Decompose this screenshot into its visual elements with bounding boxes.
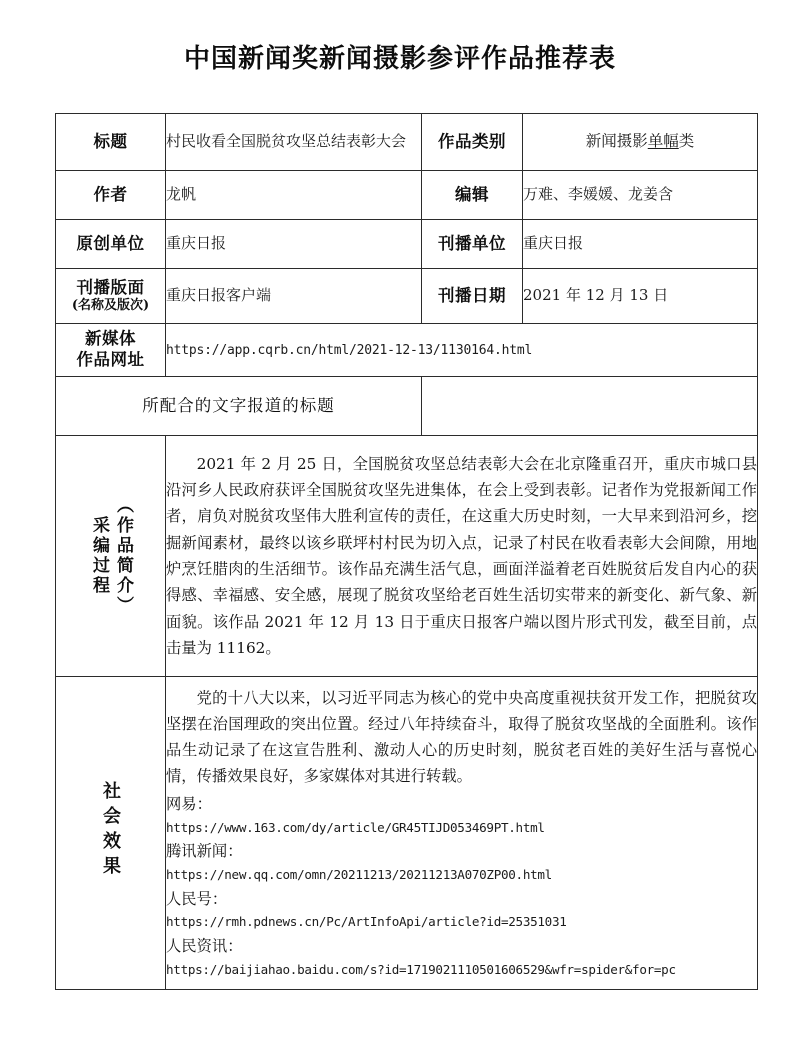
label-social-effect-vertical xyxy=(56,677,166,990)
link-source-name: 网易： xyxy=(166,794,212,813)
work-category-prefix: 新闻摄影 xyxy=(585,132,648,151)
value-publish-layout: 重庆日报客户端 xyxy=(166,269,422,324)
link-source-name: 人民资讯： xyxy=(166,937,243,956)
work-category-suffix: 类 xyxy=(678,132,695,151)
table-row-original-unit xyxy=(56,220,758,269)
table-row-companion-title xyxy=(56,377,758,436)
new-media-label-line2: 作品网址 xyxy=(76,350,145,369)
process-vertical-left: 采编过程 xyxy=(89,516,109,596)
process-vertical-right: （作品简介） xyxy=(112,496,133,616)
publish-layout-label-sub: (名称及版次) xyxy=(71,298,150,314)
value-author: 龙帆 xyxy=(166,171,422,220)
table-row-new-media-url xyxy=(56,324,758,377)
page-title: 中国新闻奖新闻摄影参评作品推荐表 xyxy=(183,44,616,74)
form-table xyxy=(55,113,758,990)
process-vertical-stack xyxy=(56,436,165,676)
label-original-unit: 原创单位 xyxy=(56,220,166,269)
value-process xyxy=(166,436,758,677)
label-new-media-url xyxy=(56,324,166,377)
table-row-author xyxy=(56,171,758,220)
recommendation-form xyxy=(55,113,757,990)
value-editor: 万难、李媛媛、龙姜含 xyxy=(523,171,758,220)
label-author: 作者 xyxy=(56,171,166,220)
value-publish-date: 2021 年 12 月 13 日 xyxy=(523,269,758,324)
label-publish-layout xyxy=(56,269,166,324)
process-paragraph: 2021 年 2 月 25 日，全国脱贫攻坚总结表彰大会在北京隆重召开，重庆市城口县沿河乡人民政府获评全国脱贫攻坚先进集体，在会上受到表彰。记者作为党报新闻工作者，肩负对脱贫攻坚伟大胜利宣传的责任，在这重大历史时刻，一大早来到沿河乡，挖掘新闻素材，最终以该乡联坪村村民为切入点，记录了村民在收看表彰大会间隙，用地炉烹饪腊肉的生活细节。该作品充满生活气息，画面洋溢着老百姓脱贫后发自内心的获得感、幸福感、安全感，展现了脱贫攻坚给老百姓生活切实带来的新变化、新气象、新面貌。该作品 2021 年 12 月 13 日于重庆日报客户端以图片形式刊发，截至目前，点击量为 11162。 xyxy=(166,454,757,657)
value-publishing-unit: 重庆日报 xyxy=(523,220,758,269)
work-category-underlined: 单幅 xyxy=(647,132,679,151)
label-publish-date: 刊播日期 xyxy=(422,269,523,324)
link-url[interactable]: https://new.qq.com/omn/20211213/20211213A070ZP00.html xyxy=(166,866,552,882)
table-row-publish-layout xyxy=(56,269,758,324)
link-source-name: 腾讯新闻： xyxy=(166,842,243,861)
new-media-label-line1: 新媒体 xyxy=(85,329,136,349)
label-editor: 编辑 xyxy=(422,171,523,220)
value-new-media-url[interactable]: https://app.cqrb.cn/html/2021-12-13/1130164.html xyxy=(166,324,758,377)
table-row-title xyxy=(56,114,758,171)
value-original-unit: 重庆日报 xyxy=(166,220,422,269)
link-url[interactable]: https://baijiahao.baidu.com/s?id=1719021110501606529&wfr=spider&for=pc xyxy=(166,961,676,977)
table-row-social-effect xyxy=(56,677,758,990)
label-companion-title: 所配合的文字报道的标题 xyxy=(56,377,422,436)
link-source-name: 人民号： xyxy=(166,889,228,908)
value-work-category xyxy=(523,114,758,171)
social-effect-vertical-label: 社会效果 xyxy=(100,781,121,881)
label-publishing-unit: 刊播单位 xyxy=(422,220,523,269)
publish-layout-label-main: 刊播版面 xyxy=(76,277,145,297)
link-url[interactable]: https://www.163.com/dy/article/GR45TIJD053469PT.html xyxy=(166,819,545,835)
media-links-list xyxy=(166,792,757,981)
value-social-effect xyxy=(166,677,758,990)
value-title: 村民收看全国脱贫攻坚总结表彰大会 xyxy=(166,114,422,171)
social-effect-paragraph: 党的十八大以来，以习近平同志为核心的党中央高度重视扶贫开发工作，把脱贫攻坚摆在治国理政的突出位置。经过八年持续奋斗，取得了脱贫攻坚战的全面胜利。该作品生动记录了在这宣告胜利、激动人心的历史时刻，脱贫老百姓的美好生活与喜悦心情，传播效果良好，多家媒体对其进行转载。 xyxy=(166,688,757,786)
label-title: 标题 xyxy=(56,114,166,171)
value-companion-title[interactable] xyxy=(422,377,758,436)
label-process-vertical xyxy=(56,436,166,677)
label-work-category: 作品类别 xyxy=(422,114,523,171)
table-row-process xyxy=(56,436,758,677)
link-url[interactable]: https://rmh.pdnews.cn/Pc/ArtInfoApi/article?id=25351031 xyxy=(166,914,567,930)
